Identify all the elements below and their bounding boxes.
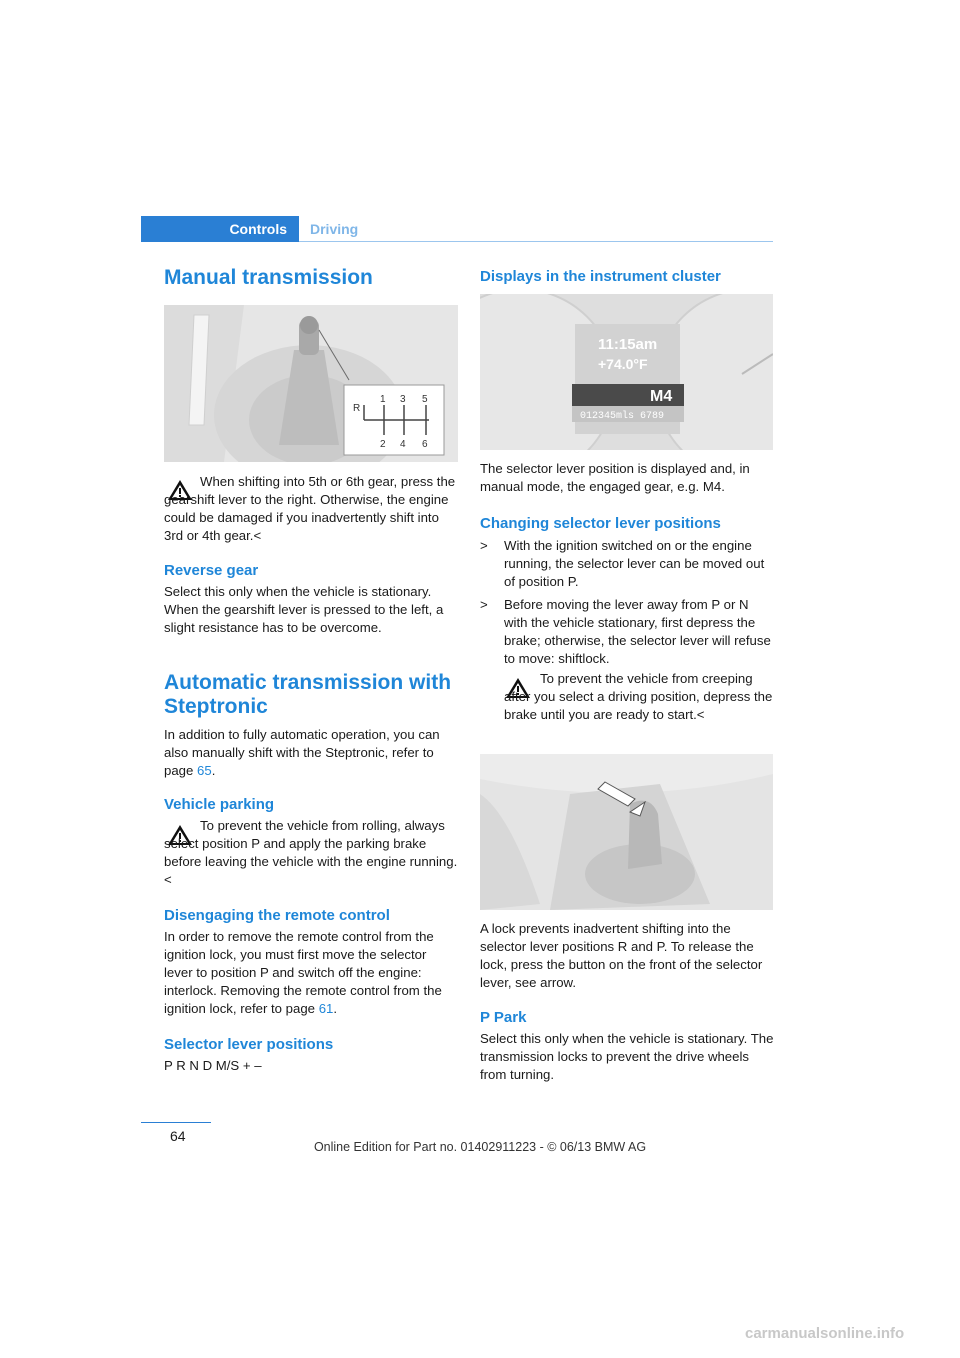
automatic-text: In addition to fully automatic operation, you can also manually shift with the Steptronic, refer to page (164, 727, 440, 778)
header-rule (299, 241, 773, 242)
footer-rule (141, 1122, 211, 1123)
page-link-65[interactable]: 65 (197, 763, 212, 778)
end-mark: < (164, 872, 172, 887)
cluster-gear: M4 (650, 388, 673, 405)
lock-text: A lock prevents inadvertent shifting into the selector lever positions R and P. To release the lock, press the button on the front of the selector lever, see arrow. (480, 921, 763, 990)
gearshift-photo (164, 305, 458, 462)
instrument-cluster-photo (480, 294, 773, 450)
parking-warning-text: To prevent the vehicle from rolling, always select position P and apply the parking brake before leaving the vehicle with the engine running. (164, 818, 458, 869)
cluster-odometer: 012345mls 6789 (580, 411, 665, 422)
bullet-text: With the ignition switched on or the engine running, the selector lever can be moved out of position P. (504, 538, 765, 589)
parking-warning (164, 817, 458, 889)
shift-warning-text: When shifting into 5th or 6th gear, press the gearshift lever to the right. Otherwise, the engine could be damaged if you inadvertently shift into 3rd or 4th gear. (164, 474, 456, 543)
page-number: 64 (170, 1128, 186, 1144)
remote-control-title: Disengaging the remote control (164, 907, 390, 924)
gear-label-5: 5 (422, 394, 428, 405)
park-title: P Park (480, 1009, 527, 1026)
end-mark: < (696, 707, 705, 722)
bullet-mark: > (480, 538, 488, 553)
displays-section (480, 268, 774, 286)
selector-positions-section (164, 1036, 458, 1075)
selector-lever-photo (480, 754, 773, 910)
cluster-temp: +74.0°F (598, 356, 648, 372)
reverse-gear-text: Select this only when the vehicle is stationary. When the gearshift lever is pressed to the left, a slight resistance has to be overcome. (164, 584, 444, 635)
remote-control-section: Disengaging the remote control In order to remove the remote control from the ignition lock, you must first move the selector lever to position P and switch off the engine: interlock. Removing the remote control from the ignition lock, refer to page 61. (164, 907, 458, 1018)
changing-title: Changing selector lever positions (480, 515, 721, 532)
list-item (480, 537, 774, 591)
cluster-time: 11:15am (598, 336, 658, 353)
header-section[interactable]: Controls (229, 221, 287, 237)
reverse-gear-section (164, 562, 458, 637)
gear-label-1: 1 (380, 394, 386, 405)
remote-control-text: In order to remove the remote control from the ignition lock, you must first move the selector lever to position P and switch off the engine: interlock. Removing the remote control from the ignition lock, refer to page (164, 929, 442, 1016)
lock-text-block (480, 920, 774, 992)
left-column (164, 266, 458, 290)
list-item (480, 596, 774, 668)
gear-label-4: 4 (400, 439, 406, 450)
automatic-title-line2: Steptronic (164, 695, 268, 718)
bullet-text: Before moving the lever away from P or N with the vehicle stationary, first depress the brake; otherwise, the selector lever will refuse to move: shiftlock. (504, 597, 771, 666)
manual-transmission-title: Manual transmission (164, 266, 373, 289)
vehicle-parking-section (164, 796, 458, 814)
end-mark: < (253, 528, 262, 543)
gear-label-r: R (353, 403, 361, 414)
vehicle-parking-title: Vehicle parking (164, 796, 275, 813)
gear-label-3: 3 (400, 394, 406, 405)
creep-warning-text: To prevent the vehicle from creeping after you select a driving position, depress the brake until you are ready to start. (504, 671, 773, 722)
shift-warning (164, 473, 458, 545)
displays-text-block (480, 460, 774, 496)
creep-warning (504, 670, 774, 724)
bullet-mark: > (480, 597, 488, 612)
park-text: Select this only when the vehicle is stationary. The transmission locks to prevent the drive wheels from turning. (480, 1031, 774, 1082)
gear-label-2: 2 (380, 439, 386, 450)
changing-section (480, 515, 774, 668)
edition-footer: Online Edition for Part no. 01402911223 - © 06/13 BMW AG (313, 1140, 647, 1154)
automatic-section: Automatic transmission with Steptronic In addition to fully automatic operation, you can also manually shift with the Steptronic, refer to page 65. (164, 671, 458, 780)
displays-text: The selector lever position is displayed and, in manual mode, the engaged gear, e.g. M4. (480, 461, 750, 494)
selector-positions-text: P R N D M/S + – (164, 1058, 262, 1073)
selector-positions-title: Selector lever positions (164, 1036, 334, 1053)
park-section (480, 1009, 774, 1084)
displays-title: Displays in the instrument cluster (480, 268, 721, 285)
page-link-61[interactable]: 61 (318, 1001, 334, 1016)
gear-label-6: 6 (422, 439, 428, 450)
automatic-title-line1: Automatic transmission with (164, 671, 452, 694)
header-subsection[interactable]: Driving (310, 221, 359, 237)
watermark: carmanualsonline.info (745, 1325, 905, 1342)
reverse-gear-title: Reverse gear (164, 562, 259, 579)
